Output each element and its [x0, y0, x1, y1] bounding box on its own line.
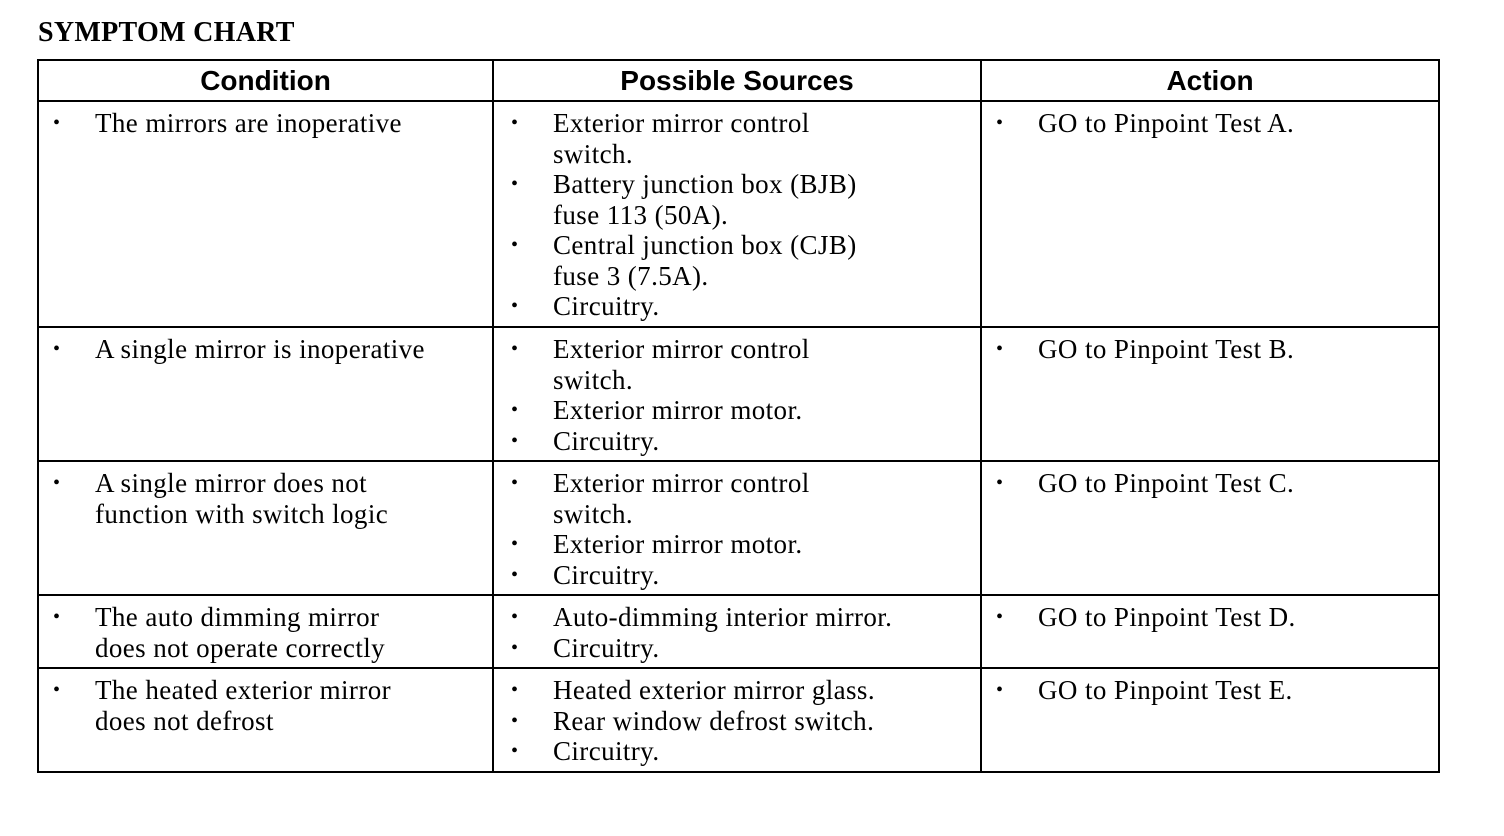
bullet-icon: •	[511, 295, 519, 317]
action-cell	[981, 668, 1439, 772]
sources-cell	[493, 461, 981, 595]
condition-text: A single mirror does not function with switch logic	[95, 468, 389, 529]
source-item: Central junction box (CJB) fuse 3 (7.5A).	[553, 230, 857, 291]
source-item: Circuitry.	[553, 425, 660, 456]
source-item: Heated exterior mirror glass.	[553, 675, 875, 705]
table-row	[38, 101, 1439, 327]
header-condition: Condition	[38, 60, 493, 101]
source-item: Circuitry.	[553, 559, 660, 590]
action-cell	[981, 101, 1439, 327]
source-item: Exterior mirror control switch.	[553, 334, 810, 395]
condition-text: The mirrors are inoperative	[95, 108, 402, 138]
condition-cell	[38, 461, 493, 595]
bullet-icon: •	[511, 429, 519, 452]
bullet-icon: •	[511, 399, 519, 421]
sources-cell	[493, 595, 981, 668]
bullet-icon: •	[511, 709, 519, 732]
header-possible-sources: Possible Sources	[493, 60, 981, 101]
bullet-icon: •	[53, 338, 61, 360]
bullet-icon: •	[511, 606, 519, 628]
header-action: Action	[981, 60, 1439, 101]
condition-cell	[38, 327, 493, 461]
condition-text: The heated exterior mirror does not defrost	[95, 675, 392, 736]
bullet-icon: •	[996, 472, 1004, 494]
sources-cell	[493, 101, 981, 327]
table-row	[38, 327, 1439, 461]
source-item: Exterior mirror motor.	[553, 529, 803, 559]
condition-text: The auto dimming mirror does not operate correctly	[95, 602, 386, 663]
action-cell	[981, 461, 1439, 595]
header-row	[38, 60, 1439, 101]
bullet-icon: •	[996, 679, 1004, 701]
source-item: Exterior mirror motor.	[553, 395, 803, 425]
action-cell	[981, 327, 1439, 461]
source-item: Auto-dimming interior mirror.	[553, 602, 893, 632]
condition-cell	[38, 595, 493, 668]
table-row	[38, 595, 1439, 668]
bullet-icon: •	[511, 679, 519, 701]
condition-cell	[38, 101, 493, 327]
source-item: Battery junction box (BJB) fuse 113 (50A).	[553, 169, 857, 230]
action-text: GO to Pinpoint Test E.	[1038, 675, 1293, 705]
source-item: Exterior mirror control switch.	[553, 108, 810, 169]
source-item: Rear window defrost switch.	[553, 705, 875, 736]
symptom-table	[37, 59, 1440, 773]
bullet-icon: •	[511, 563, 519, 586]
condition-cell	[38, 668, 493, 772]
sources-cell	[493, 327, 981, 461]
action-text: GO to Pinpoint Test C.	[1038, 468, 1295, 498]
source-item: Circuitry.	[553, 632, 660, 663]
bullet-icon: •	[511, 173, 519, 195]
bullet-icon: •	[53, 679, 61, 701]
action-text: GO to Pinpoint Test A.	[1038, 108, 1295, 138]
bullet-icon: •	[996, 606, 1004, 628]
bullet-icon: •	[511, 740, 519, 762]
table-row	[38, 668, 1439, 772]
bullet-icon: •	[511, 112, 519, 134]
sources-cell	[493, 668, 981, 772]
bullet-icon: •	[53, 472, 61, 494]
bullet-icon: •	[511, 338, 519, 360]
bullet-icon: •	[511, 472, 519, 494]
action-text: GO to Pinpoint Test D.	[1038, 602, 1296, 632]
source-item: Exterior mirror control switch.	[553, 468, 810, 529]
bullet-icon: •	[996, 112, 1004, 134]
action-text: GO to Pinpoint Test B.	[1038, 334, 1295, 364]
page-title: SYMPTOM CHART	[38, 17, 295, 48]
source-item: Circuitry.	[553, 291, 660, 321]
bullet-icon: •	[511, 533, 519, 555]
source-item: Circuitry.	[553, 736, 660, 766]
action-cell	[981, 595, 1439, 668]
condition-text: A single mirror is inoperative	[95, 334, 425, 364]
table-row	[38, 461, 1439, 595]
bullet-icon: •	[511, 234, 519, 256]
bullet-icon: •	[53, 606, 61, 628]
bullet-icon: •	[996, 338, 1004, 360]
bullet-icon: •	[53, 112, 61, 134]
bullet-icon: •	[511, 636, 519, 659]
